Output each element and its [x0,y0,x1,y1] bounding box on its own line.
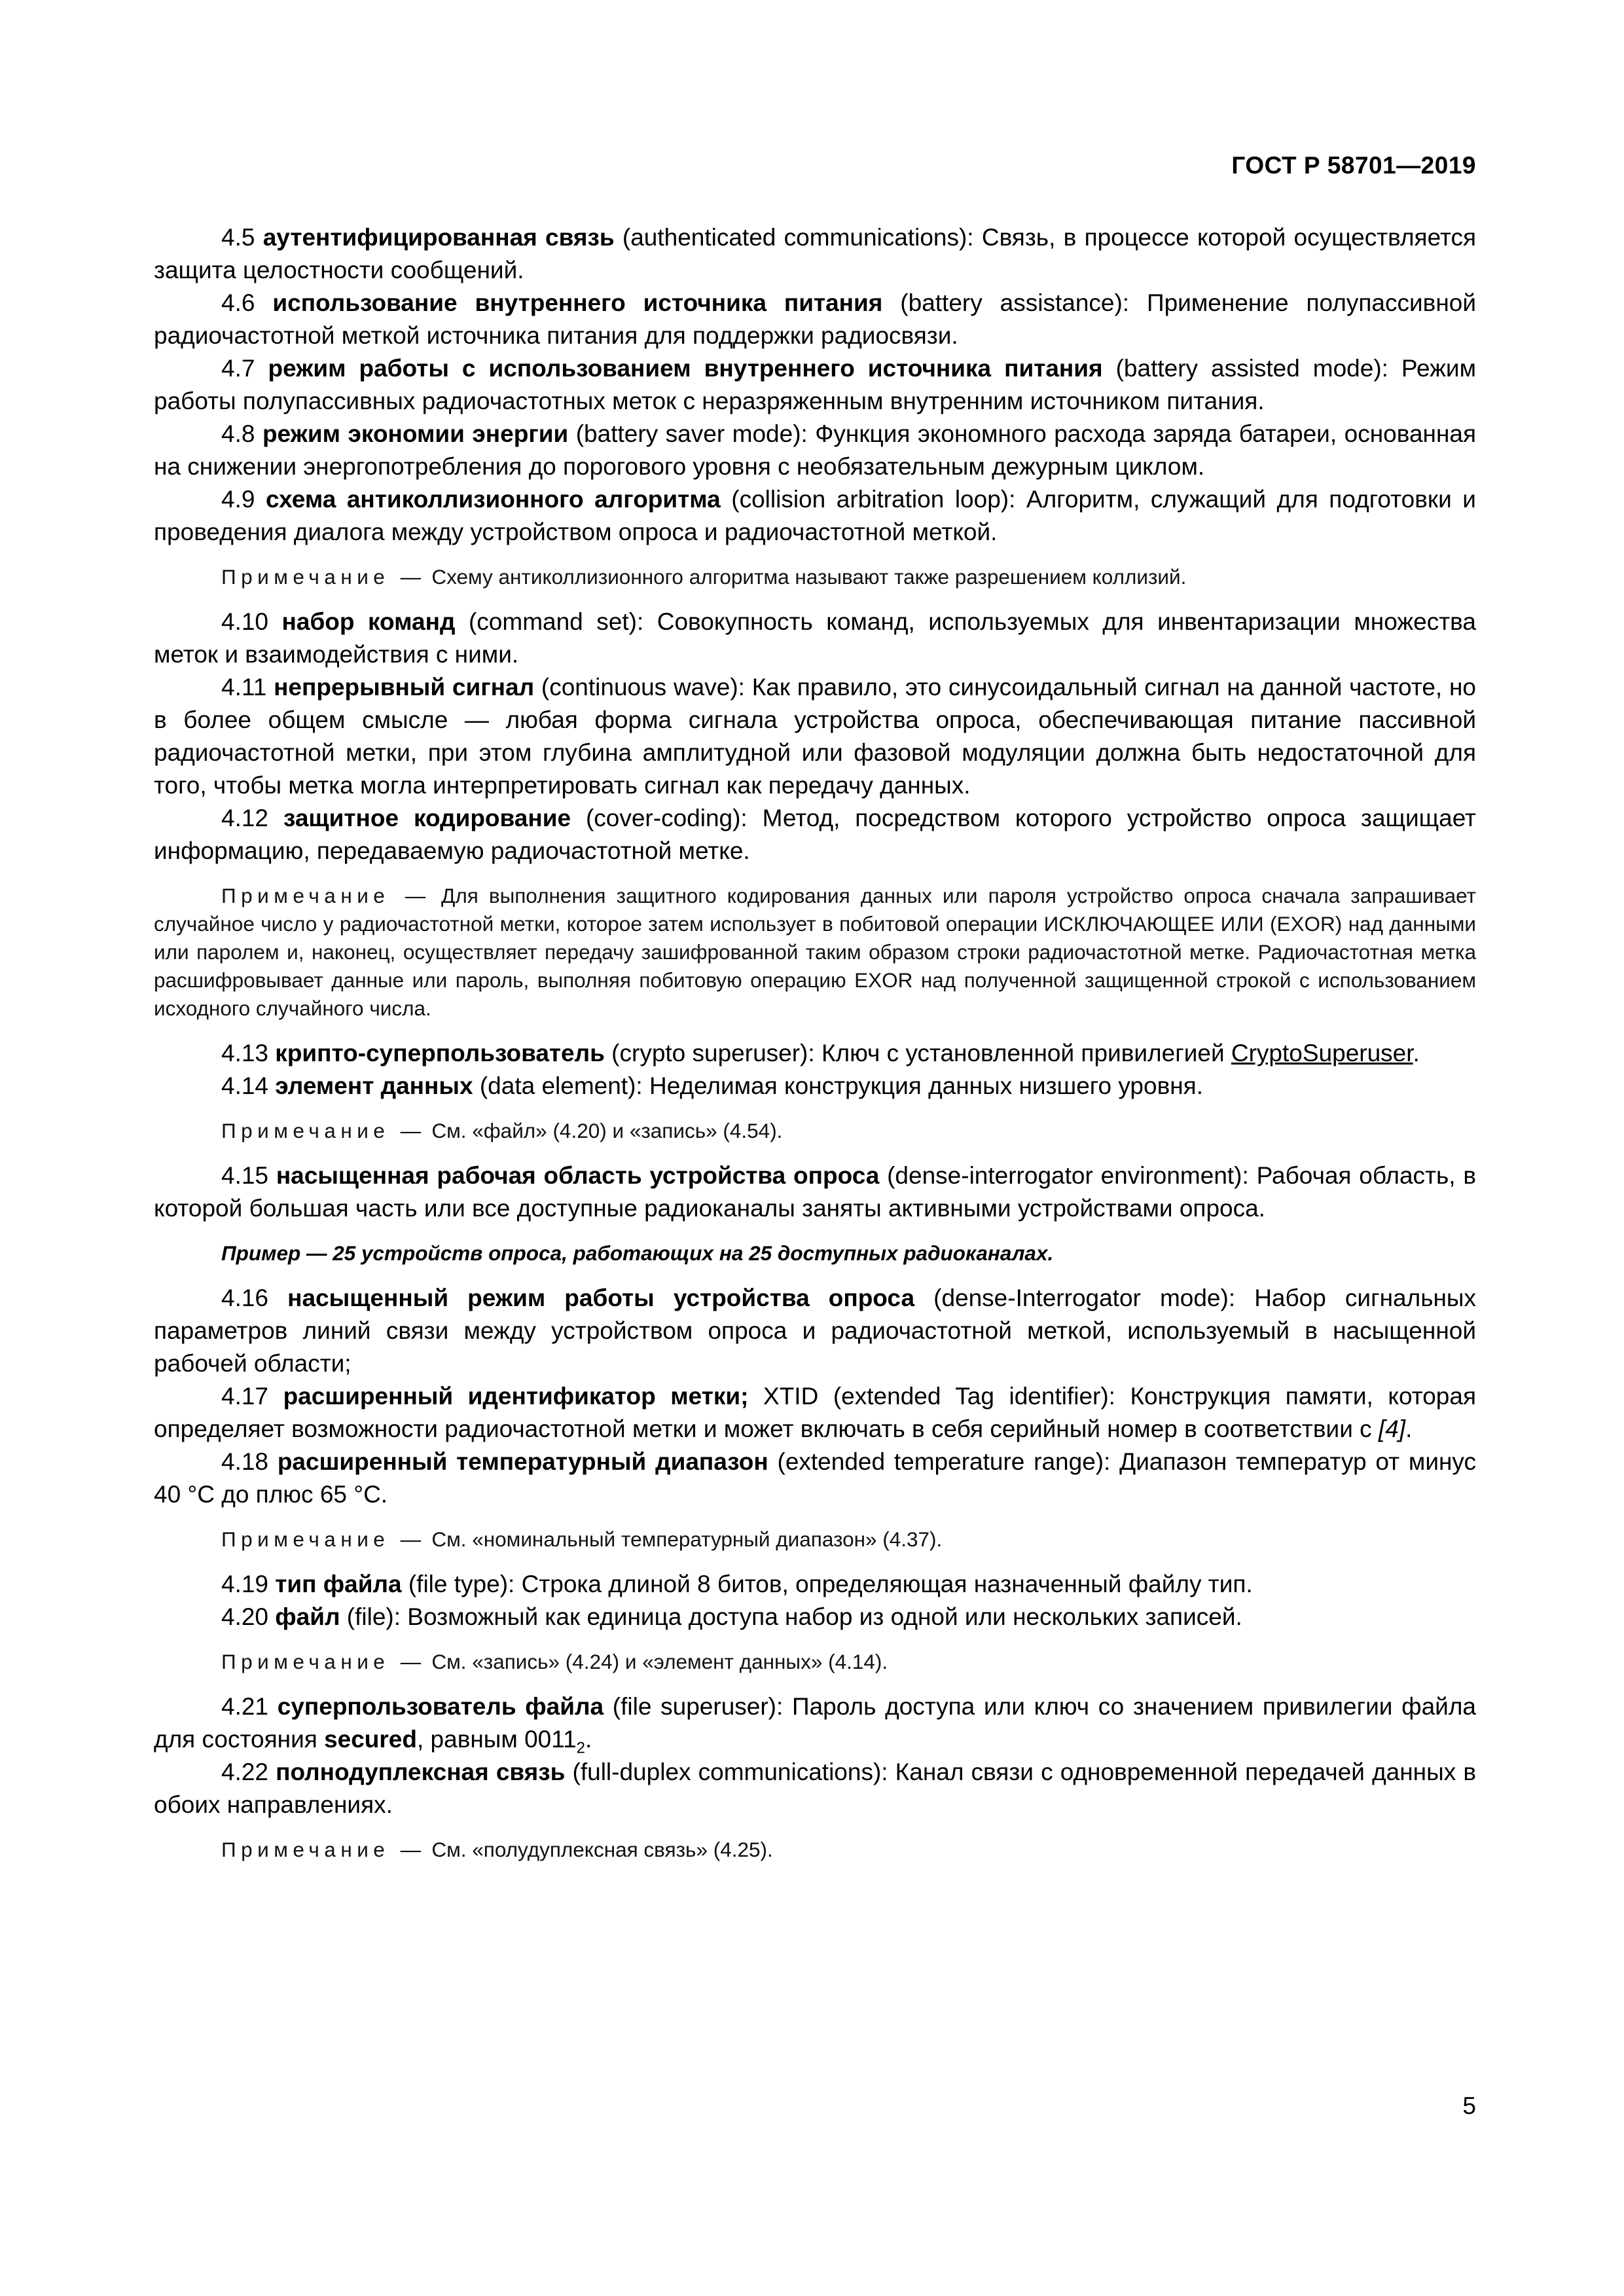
term: насыщенный режим работы устройства опроса [287,1285,915,1311]
page-number: 5 [1462,2092,1476,2119]
entry-4-7: 4.7 режим работы с использованием внутреннего источника питания (battery assisted mode): Режим работы полупассивных радиочастотных меток с неразряженным внутренним источником питания. [154,355,1477,414]
entry-4-22: 4.22 полнодуплексная связь (full-duplex communications): Канал связи с одновременной передачей данных в обоих направлениях. [154,1758,1476,1818]
document-header: ГОСТ Р 58701—2019 [1231,152,1476,179]
term: расширенный температурный диапазон [277,1448,768,1475]
term: элемент данных [275,1072,473,1099]
term: непрерывный сигнал [274,674,535,701]
entry-4-6: 4.6 использование внутреннего источника питания (battery assistance): Применение полупассивной радиочастотной меткой источника питания для поддержки радиосвязи. [154,289,1476,349]
entry-4-11: 4.11 непрерывный сигнал (continuous wave): Как правило, это синусоидальный сигнал на данной частоте, но в более общем смысле — любая форма сигнала устройства опроса, обеспечивающая питание пассивной радиочастотной метки, при этом глубина амплитудной или фазовой модуляции должна быть недостаточной для того, чтобы метка могла интерпретировать сигнал как передачу данных. [154,674,1476,799]
note-4-14: Примечание — См. «файл» (4.20) и «запись» (4.54). [221,1119,783,1142]
term: защитное кодирование [283,805,571,831]
term: набор команд [281,608,456,635]
term: полнодуплексная связь [276,1758,566,1785]
term: схема антиколлизионного алгоритма [265,486,721,513]
entry-4-13: 4.13 крипто-суперпользователь (crypto superuser): Ключ с установленной привилегией CryptoSuperuser. [221,1040,1420,1066]
entry-4-20: 4.20 файл (file): Возможный как единица доступа набор из одной или нескольких записей. [221,1603,1242,1630]
entry-4-10: 4.10 набор команд (command set): Совокупность команд, используемых для инвентаризации множества меток и взаимодействия с ними. [154,608,1476,668]
privilege-link[interactable]: CryptoSuperuser [1231,1040,1413,1066]
entry-4-19: 4.19 тип файла (file type): Строка длиной 8 битов, определяющая назначенный файлу тип. [221,1571,1253,1597]
note-label: Примечание — [221,1650,426,1673]
document-body [154,221,1476,1878]
term: использование внутреннего источника питания [272,289,883,316]
term: расширенный идентификатор метки; [283,1383,749,1410]
entry-4-9: 4.9 схема антиколлизионного алгоритма (collision arbitration loop): Алгоритм, служащий для подготовки и проведения диалога между устройством опроса и радиочастотной меткой. [154,486,1476,545]
note-label: Примечание — [221,884,431,907]
term: режим экономии энергии [262,420,569,447]
note-label: Примечание — [221,565,426,589]
term: режим работы с использованием внутреннего источника питания [268,355,1103,382]
entry-4-21: 4.21 суперпользователь файла (file superuser): Пароль доступа или ключ со значением привилегии файла для состояния secured, равным $0011_2$. [154,1693,1477,1757]
note-4-18: Примечание — См. «номинальный температурный диапазон» (4.37). [221,1527,943,1551]
term: крипто-суперпользователь [275,1040,605,1066]
entry-4-12: 4.12 защитное кодирование (cover-coding): Метод, посредством которого устройство опроса защищает информацию, передаваемую радиочастотной метке. [154,805,1476,864]
state-name: secured [324,1726,417,1753]
note-label: Примечание — [221,1119,426,1142]
term: аутентифицированная связь [262,224,615,251]
subscript: 2 [576,1739,586,1757]
entry-4-8: 4.8 режим экономии энергии (battery saver mode): Функция экономного расхода заряда батареи, основанная на снижении энергопотребления до порогового уровня с необязательным дежурным циклом. [154,420,1476,480]
note-4-22: Примечание — См. «полудуплексная связь» (4.25). [221,1838,773,1861]
entry-4-17: 4.17 расширенный идентификатор метки; XTID (extended Tag identifier): Конструкция памяти, которая определяет возможности радиочастотной метки и может включать в себя серийный номер в соответствии с [4]. [154,1383,1477,1442]
entry-4-16: 4.16 насыщенный режим работы устройства опроса (dense-Interrogator mode): Набор сигнальных параметров линий связи между устройством опроса и радиочастотной меткой, используемый в насыщенной рабочей области; [154,1285,1477,1377]
note-label: Примечание — [221,1527,426,1551]
term: тип файла [275,1571,402,1597]
term: файл [275,1603,340,1630]
example-4-15: Пример — 25 устройств опроса, работающих на 25 доступных радиоканалах. [221,1241,1054,1265]
term: насыщенная рабочая область устройства опроса [276,1162,880,1189]
entry-4-15: 4.15 насыщенная рабочая область устройства опроса (dense-interrogator environment): Рабочая область, в которой большая часть или все доступные радиоканалы заняты активными устройствами опроса. [154,1162,1476,1222]
note-4-20: Примечание — См. «запись» (4.24) и «элемент данных» (4.14). [221,1650,888,1673]
note-4-9: Примечание — Схему антиколлизионного алгоритма называют также разрешением коллизий. [221,565,1187,589]
entry-4-14: 4.14 элемент данных (data element): Неделимая конструкция данных низшего уровня. [221,1072,1203,1099]
entry-4-18: 4.18 расширенный температурный диапазон (extended temperature range): Диапазон температур от минус 40 °С до плюс 65 °С. [154,1448,1477,1508]
document-page [154,0,1476,2296]
term: суперпользователь файла [277,1693,604,1720]
bibliography-reference[interactable]: [4] [1378,1415,1406,1442]
note-label: Примечание — [221,1838,426,1861]
note-4-12: Примечание — Для выполнения защитного кодирования данных или пароля устройство опроса сначала запрашивает случайное число у радиочастотной метки, которое затем использует в побитовой операции ИСКЛЮЧАЮЩЕЕ ИЛИ (EXOR) над данными или паролем и, наконец, осуществляет передачу зашифрованной таким образом строки радиочастотной метке. Радиочастотная метка расшифровывает данные или пароль, выполняя побитовую операцию EXOR над полученной защищенной строкой с использованием исходного случайного числа. [154,884,1477,1020]
entry-4-5: 4.5 аутентифицированная связь (authenticated communications): Связь, в процессе которой осуществляется защита целостности сообщений. [154,224,1477,283]
